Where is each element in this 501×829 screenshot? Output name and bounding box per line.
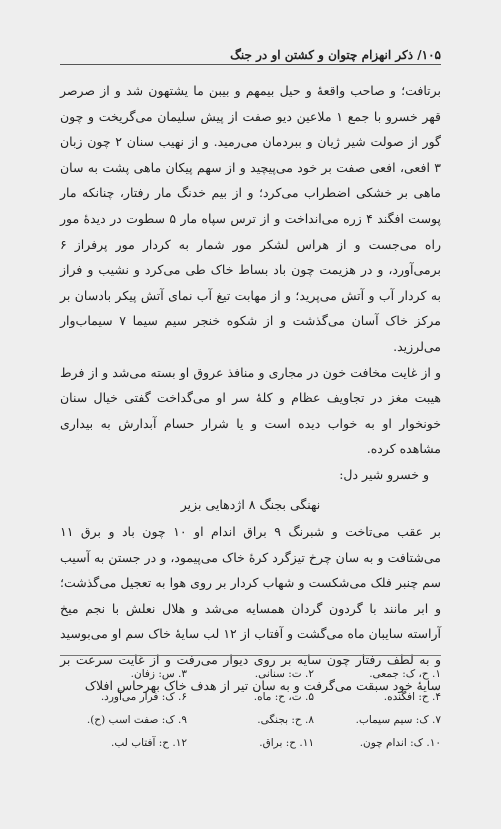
footnote: ۱۰. ک: اندام چون.	[359, 736, 441, 749]
verse-line: نهنگی بجنگ ۸ اژدهایی بزیر	[180, 496, 321, 512]
chapter-title: ذکر انهزام چتوان و کشتن او در جنگ	[230, 48, 414, 62]
footnote: ۳. س: زفان.	[130, 667, 187, 680]
verse-intro: و خسرو شیر دل:	[339, 466, 429, 482]
footnote: ۸. ح: بجنگی.	[257, 713, 314, 726]
footnote-row	[60, 731, 441, 754]
page-number: ۱۰۵	[421, 48, 441, 62]
footnote: ۵. ت، ح: ماه.	[253, 690, 314, 703]
running-header	[60, 40, 441, 65]
footnote: ۱. ح، ک: جمعی.	[369, 667, 441, 680]
footnotes	[60, 655, 441, 754]
footnote-row	[60, 708, 441, 731]
main-text	[60, 78, 441, 698]
footnote: ۲. ت: سنانی.	[254, 667, 314, 680]
footnote: ۱۱. ح: براق.	[259, 736, 314, 749]
header-title: ۱۰۵/ ذکر انهزام چتوان و کشتن او در جنگ	[230, 48, 441, 62]
footnote: ۹. ک: صفت اسب (ح).	[86, 713, 187, 726]
paragraph: و از غایت مخافت خون در مجاری و منافذ عروق او بسته می‌شد و از فرط هیبت مغز در تجاویف عظام و کلهٔ سر او می‌گداخت گفتی خیال سنان خونخوار او به خواب دیده است و یا شرار حسام آبدارش به بیداری مشاهده کرده.	[60, 364, 441, 457]
paragraph: برتافت؛ و صاحب واقعهٔ و حیل بیمهم و بیبن ما یشتهون شد و از صرصر قهر خسرو با جمع ۱ ملاعین دیو صفت از پیش سلیمان می‌گریخت و چون گور از صولت شیر ژیان و ببردمان می‌رمید. و از نهیب سنان ۲ چون زبان ۳ افعی، افعی صفت بر خود می‌پیچید و از سهم پیکان ماهی پشت به سان ماهی بر خشکی اضطراب می‌کرد؛ و از بیم خدنگ مار رفتار، چنانکه مار پوست افگند ۴ زره می‌انداخت و از ترس سپاه مار ۵ سطوت در دیدهٔ مور راه می‌جست و از هراس لشکر مور شمار به کردار مور پرفراز ۶ برمی‌آورد، و در هزیمت چون باد بساط خاک طی می‌کرد و نشیب و فراز به کردار آب و آتش می‌پرید؛ و از مهابت تیغ آب نمای آتش پیکر بادسان بر مرکز خاک آسان می‌گذشت و از شکوه خنجر سیم سیما ۷ سیماب‌وار می‌لرزید.	[60, 83, 441, 354]
footnote: ۴. ح: افگنده.	[383, 690, 441, 703]
footnote-row	[60, 662, 441, 685]
paragraph: بر عقب می‌تاخت و شبرنگ ۹ براق اندام او ۱۰ چون باد و برق ۱۱ می‌شتافت و به سان چرخ تیزگرد کرهٔ خاک می‌پیمود، و در جستن به آسیب سم چنبر فلک می‌شکست و شهاب کردار بر روی هوا به تعجیل می‌گذشت؛ و ابر مانند با گردون گردان همسایه می‌شد و هلال نعلش با نجم میخ آراسته سایبان ماه می‌گشت و آفتاب از ۱۲ لب سایهٔ خاک سم او می‌بوسید و به لطف رفتار چون سایه بر روی دیوار می‌رفت و از غایت سرعت بر سایهٔ خود سبقت می‌گرفت و به سان تیر از هدف خاک بهرحاس افلاک	[60, 524, 441, 693]
footnote-row	[60, 685, 441, 708]
footnote: ۷. ک: سیم سیماب.	[355, 713, 441, 726]
footnote: ۱۲. ح: آفتاب لب.	[111, 736, 187, 749]
footnote: ۶. ک: فرار می‌آورد.	[100, 690, 187, 703]
